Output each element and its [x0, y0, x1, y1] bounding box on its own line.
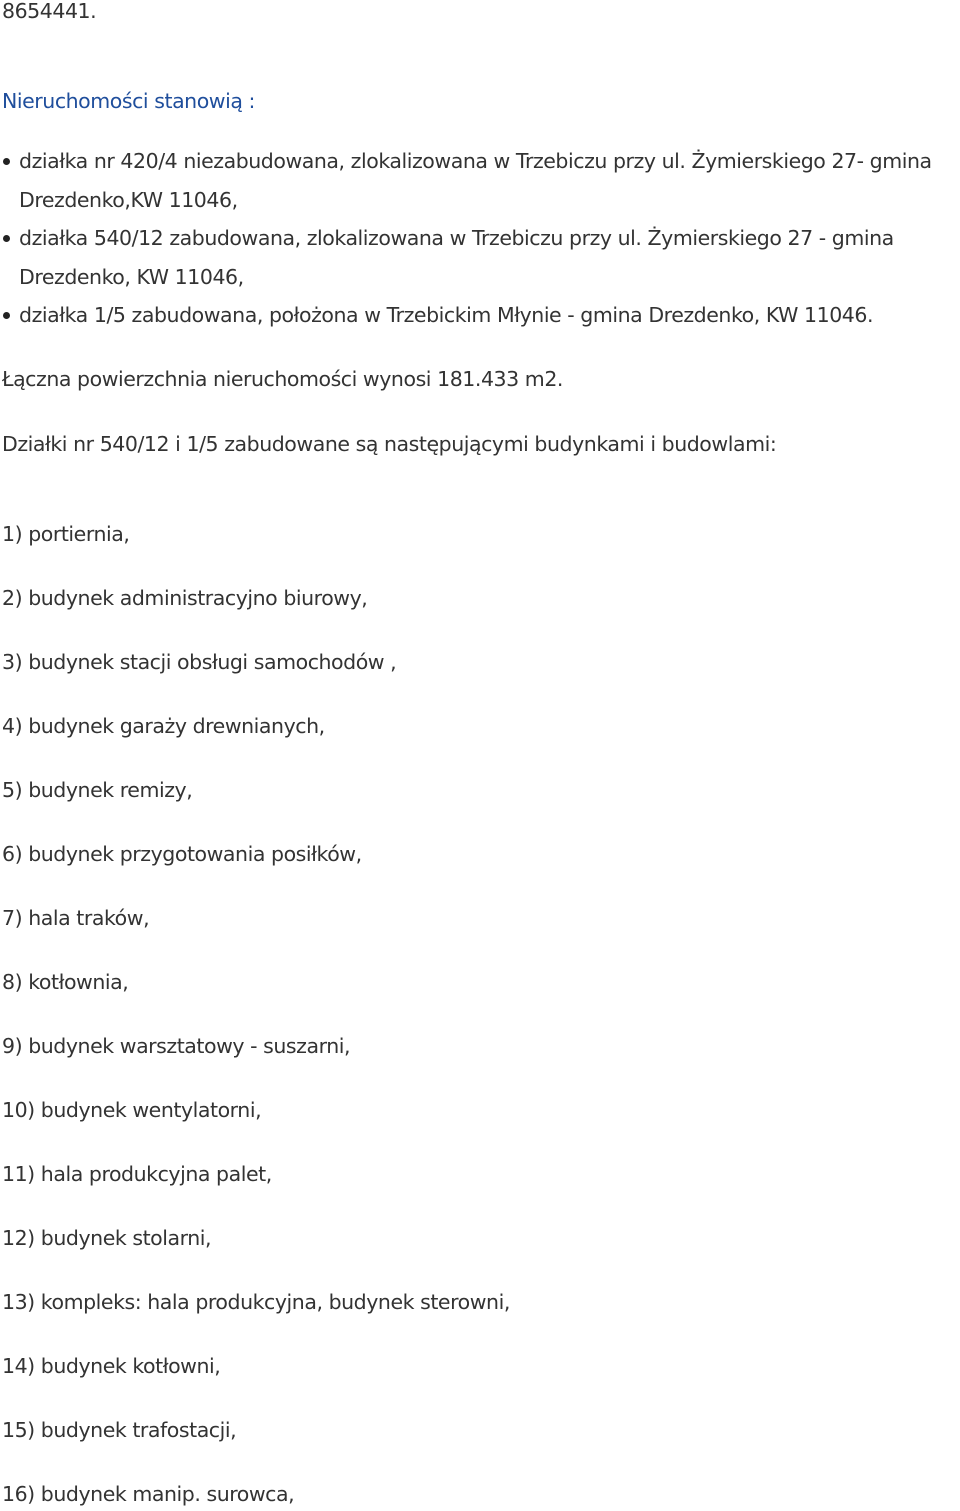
building-item: 1) portiernia,: [2, 522, 130, 546]
building-item: 2) budynek administracyjno biurowy,: [2, 586, 368, 610]
building-item: 15) budynek trafostacji,: [2, 1418, 237, 1442]
building-item: 14) budynek kotłowni,: [2, 1354, 221, 1378]
document-number: 8654441.: [2, 0, 97, 23]
list-item: [0, 219, 949, 296]
buildings-intro-text: Działki nr 540/12 i 1/5 zabudowane są następującymi budynkami i budowlami:: [2, 432, 777, 456]
building-item: 7) hala traków,: [2, 906, 150, 930]
building-item: 11) hala produkcyjna palet,: [2, 1162, 272, 1186]
building-item: 9) budynek warsztatowy - suszarni,: [2, 1034, 351, 1058]
parcel-text: działka nr 420/4 niezabudowana, zlokalizowana w Trzebiczu przy ul. Żymierskiego 27- gmina Drezdenko,KW 11046,: [19, 149, 932, 212]
bullet-icon: [3, 235, 10, 242]
building-item: 3) budynek stacji obsługi samochodów ,: [2, 650, 397, 674]
building-item: 8) kotłownia,: [2, 970, 129, 994]
building-item: 10) budynek wentylatorni,: [2, 1098, 262, 1122]
list-item: [0, 296, 949, 335]
building-item: 6) budynek przygotowania posiłków,: [2, 842, 362, 866]
building-item: 4) budynek garaży drewnianych,: [2, 714, 325, 738]
building-item: 13) kompleks: hala produkcyjna, budynek sterowni,: [2, 1290, 510, 1314]
building-item: 5) budynek remizy,: [2, 778, 193, 802]
bullet-icon: [3, 312, 10, 319]
parcel-text: działka 1/5 zabudowana, położona w Trzebickim Młynie - gmina Drezdenko, KW 11046.: [19, 303, 874, 327]
building-item: 16) budynek manip. surowca,: [2, 1482, 295, 1506]
total-area-text: Łączna powierzchnia nieruchomości wynosi 181.433 m2.: [2, 367, 563, 391]
list-item: [0, 142, 949, 219]
section-heading: Nieruchomości stanowią :: [2, 89, 256, 113]
building-item: 12) budynek stolarni,: [2, 1226, 212, 1250]
parcel-list: [0, 142, 960, 335]
bullet-icon: [3, 158, 10, 165]
parcel-text: działka 540/12 zabudowana, zlokalizowana w Trzebiczu przy ul. Żymierskiego 27 - gmina Drezdenko, KW 11046,: [19, 226, 894, 289]
